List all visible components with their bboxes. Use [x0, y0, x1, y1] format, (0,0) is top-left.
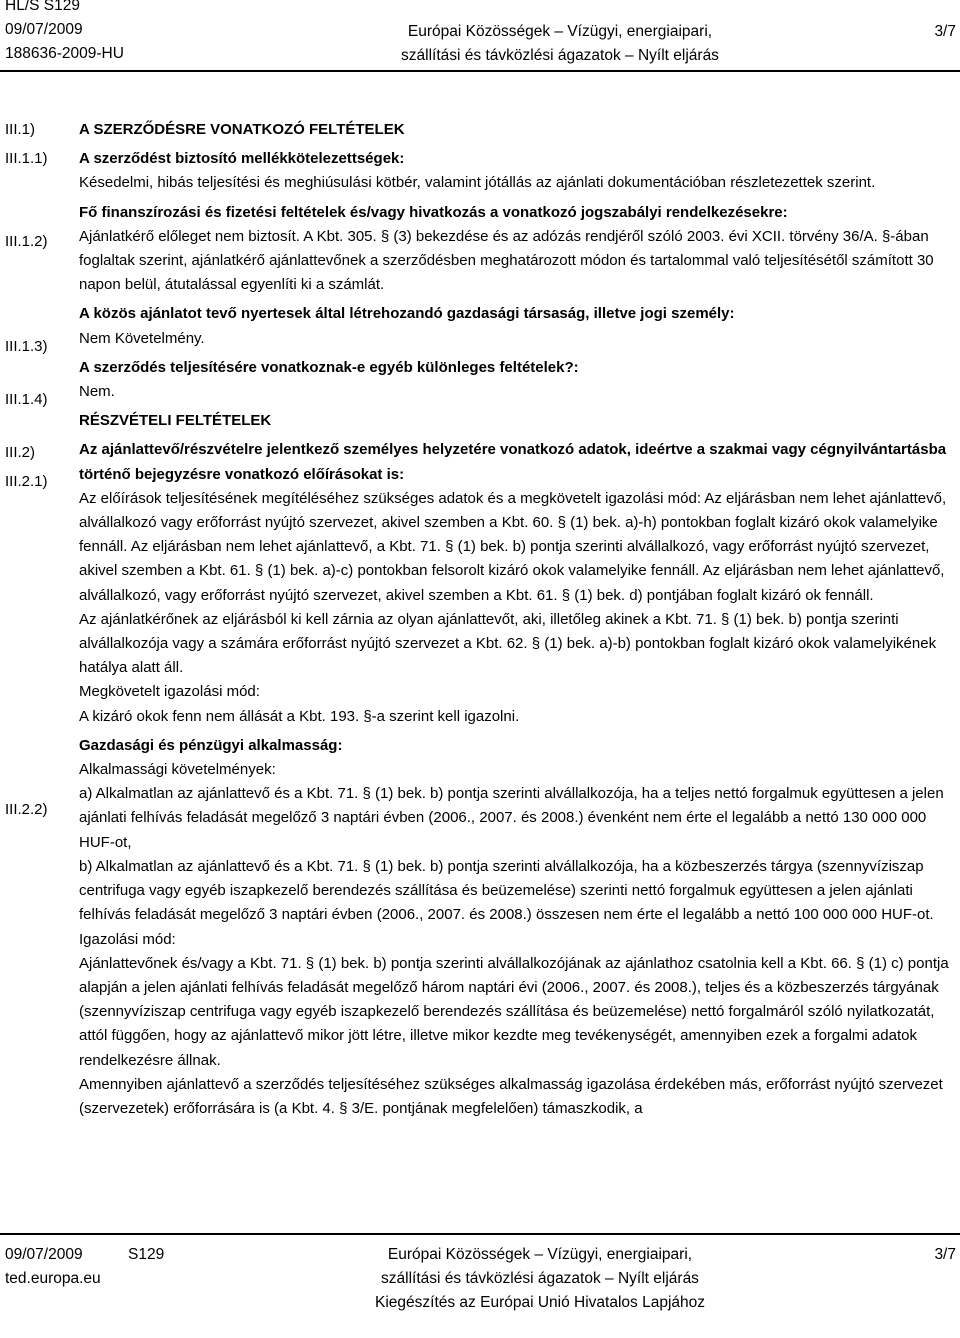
text-personal-situation-2: Az ajánlatkérőnek az eljárásból ki kell zárnia az olyan ajánlattevőt, aki, illetőleg akinek a Kbt. 71. § (1) bek. b) pontja szerinti alvállalkozója vagy a számára erőforrást nyújtó szervezet a Kbt. 62. § (1) bek. a)-b) pontokban foglalt kizáró okok valamelyikének hatálya alatt áll. — [79, 610, 937, 677]
header-page-number: 3/7 — [934, 23, 956, 40]
text-economic-5: Ajánlattevőnek és/vagy a Kbt. 71. § (1) bek. b) pontja szerinti alvállalkozójának az ajánlathoz csatolnia kell a Kbt. 66. § (1) c) pontja alapján a jelen ajánlati felhívás feladását megelőző három naptári évi (2006., 2007. és 2008.), teljes és a közbeszerzés tárgyának (szennyvíziszap centrifuga vagy egyéb iszapkezelő berendezés szállítása és beüzemelése) nettó forgalmáról szóló nyilatkozatát, attól függően, hogy az ajánlattevő mikor jött létre, illetve mikor kezdte meg tevékenységét, amennyiben ezek a forgalmi adatok rendelkezésre állnak. — [79, 954, 949, 1069]
label-iii-2: III.2) — [5, 444, 36, 461]
header-title-line-1: Európai Közösségek – Vízügyi, energiaipari, — [407, 23, 713, 40]
footer-title-line-3: Kiegészítés az Európai Unió Hivatalos Lapjához — [375, 1294, 705, 1311]
header-title-line-2: szállítási és távközlési ágazatok – Nyílt eljárás — [401, 47, 719, 64]
text-economic-4: Igazolási mód: — [79, 930, 176, 948]
label-iii-1-2: III.1.2) — [5, 233, 48, 250]
text-special-conditions: Nem. — [79, 383, 115, 401]
footer-title-line-2: szállítási és távközlési ágazatok – Nyílt eljárás — [381, 1270, 699, 1287]
text-financing: Ajánlatkérő előleget nem biztosít. A Kbt. 305. § (3) bekezdése és az adózás rendjéről szóló 2003. évi XCII. törvény 36/A. §-ában foglaltak szerint, ajánlatkérő ajánlattevőnek a szerződésben meghatározott módon és tartalommal való teljesítésétől számított 30 napon belül, átutalással egyenlíti ki a számlát. — [79, 227, 934, 294]
footer-center — [330, 1243, 750, 1315]
label-iii-1-1: III.1.1) — [5, 150, 48, 167]
page-header — [0, 0, 960, 72]
text-personal-situation-3: Megkövetelt igazolási mód: — [79, 683, 260, 701]
footer-divider — [0, 1233, 960, 1235]
heading-special-conditions: A szerződés teljesítésére vonatkoznak-e egyéb különleges feltételek?: — [79, 358, 579, 376]
label-iii-1: III.1) — [5, 121, 36, 138]
heading-financing: Fő finanszírozási és fizetési feltételek és/vagy hivatkozás a vonatkozó jogszabályi rendelkezésekre: — [79, 203, 788, 221]
section-title-contract-conditions: A SZERZŐDÉSRE VONATKOZÓ FELTÉTELEK — [79, 121, 405, 138]
label-iii-2-2: III.2.2) — [5, 801, 48, 818]
footer-series: S129 — [128, 1246, 165, 1263]
label-iii-1-4: III.1.4) — [5, 391, 48, 408]
header-center — [360, 20, 760, 68]
heading-guarantees: A szerződést biztosító mellékkötelezettségek: — [79, 150, 405, 168]
label-iii-1-3: III.1.3) — [5, 338, 48, 355]
text-guarantees: Késedelmi, hibás teljesítési és meghiúsulási kötbér, valamint jótállás az ajánlati dokumentációban részletezettek szerint. — [79, 174, 876, 192]
text-economic-6: Amennyiben ajánlattevő a szerződés teljesítéséhez szükséges alkalmasság igazolása érdekében más, erőforrást nyújtó szervezet (szervezetek) erőforrására is (a Kbt. 4. § 3/E. pontjának megfelelően) támaszkodik, a — [79, 1075, 943, 1117]
section-title-participation: RÉSZVÉTELI FELTÉTELEK — [79, 412, 272, 430]
page-footer — [0, 1233, 960, 1338]
header-date: 09/07/2009 — [5, 21, 83, 38]
footer-date: 09/07/2009 — [5, 1246, 83, 1263]
heading-economic-standing: Gazdasági és pénzügyi alkalmasság: — [79, 736, 343, 754]
text-economic-3: b) Alkalmatlan az ajánlattevő és a Kbt. 71. § (1) bek. b) pontja szerinti alvállalkozója, ha a közbeszerzés tárgya (szennyvíziszap centrifuga vagy egyéb iszapkezelő berendezés szállítása és beüzemelése) szerinti nettó forgalmuk együttesen a jelen ajánlati felhívás feladását megelőző 3 naptári évben (2006., 2007. és 2008.) összesen nem érte el legalább a nettó 100 000 000 HUF-ot. — [79, 857, 934, 924]
text-economic-2: a) Alkalmatlan az ajánlattevő és a Kbt. 71. § (1) bek. b) pontja szerinti alvállalkozója, ha a teljes nettó forgalmuk együttesen a jelen ajánlati felhívás feladását megelőző 3 naptári évben (2006., 2007. és 2008.) évenként nem érte el legalább a nettó 130 000 000 HUF-ot, — [79, 785, 944, 851]
text-legal-form: Nem Követelmény. — [79, 329, 205, 347]
text-personal-situation-1: Az előírások teljesítésének megítéléséhez szükséges adatok és a megkövetelt igazolási mód: Az eljárásban nem lehet ajánlattevő, alvállalkozó vagy erőforrást nyújtó szervezet, akivel szemben a Kbt. 60. § (1) bek. a)-h) pontokban foglalt kizáró okok valamelyike fennáll. Az eljárásban nem lehet ajánlattevő, a Kbt. 71. § (1) bek. b) pontja szerinti alvállalkozó, vagy erőforrást nyújtó szervezet, akivel szemben a Kbt. 61. § (1) bek. a)-c) pontokban felsorolt kizáró okok valamelyike fennáll. Az eljárásban nem lehet ajánlattevő, alvállalkozó, vagy erőforrást nyújtó szervezet, akivel szemben a Kbt. 61. § (1) bek. d) pontjában foglalt kizáró ok fennáll. — [79, 489, 947, 604]
header-left — [5, 0, 124, 66]
header-notice-number: 188636-2009-HU — [5, 45, 124, 62]
footer-site-link[interactable]: ted.europa.eu — [5, 1270, 101, 1287]
text-personal-situation-4: A kizáró okok fenn nem állását a Kbt. 193. §-a szerint kell igazolni. — [79, 707, 520, 725]
header-doc-id: HL/S S129 — [5, 0, 80, 14]
heading-legal-form: A közös ajánlatot tevő nyertesek által létrehozandó gazdasági társaság, illetve jogi személy: — [79, 305, 735, 323]
label-iii-2-1: III.2.1) — [5, 473, 48, 490]
document-body — [0, 118, 960, 1228]
footer-page-number: 3/7 — [934, 1246, 956, 1263]
footer-title-line-1: Európai Közösségek – Vízügyi, energiaipari, — [387, 1246, 693, 1263]
header-divider — [0, 70, 960, 72]
heading-personal-situation: Az ajánlattevő/részvételre jelentkező személyes helyzetére vonatkozó adatok, ideértve a szakmai vagy cégnyilvántartásba történő bejegyzésre vonatkozó előírásokat is: — [79, 441, 947, 483]
text-economic-1: Alkalmassági követelmények: — [79, 761, 276, 779]
section-content — [79, 118, 954, 1121]
footer-left — [5, 1243, 101, 1291]
